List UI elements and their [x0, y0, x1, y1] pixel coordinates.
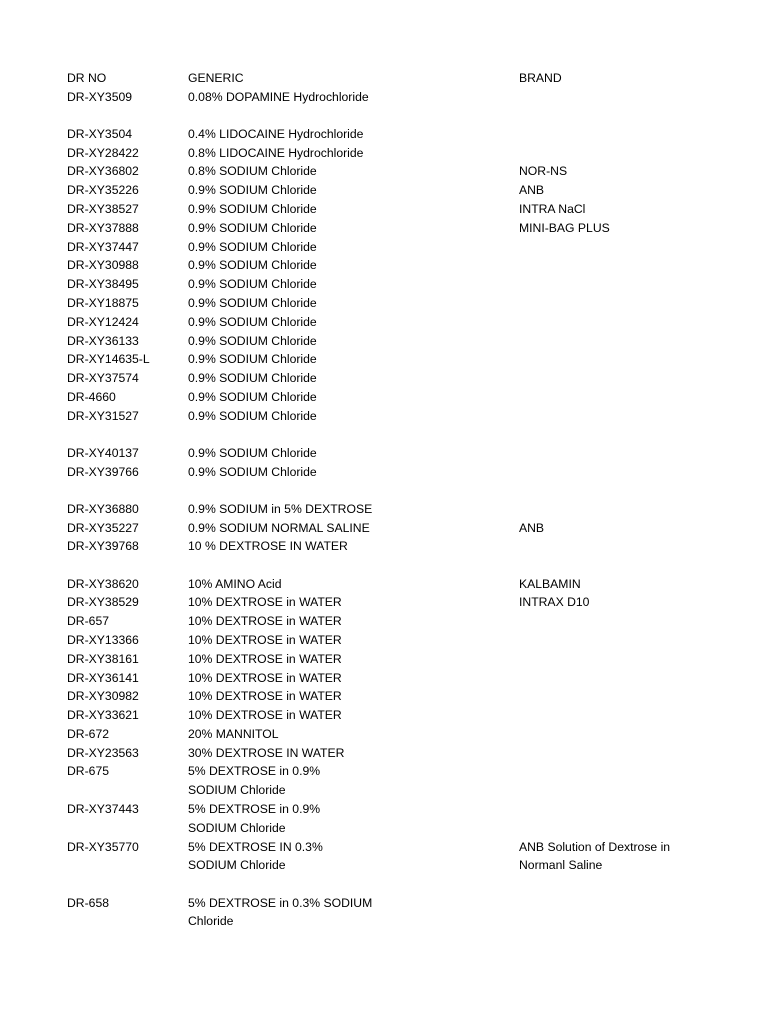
dr-no-cell: DR-XY36880	[67, 501, 139, 516]
dr-no-cell: DR-XY23563	[67, 745, 139, 760]
dr-no-cell: DR-XY18875	[67, 296, 139, 311]
generic-cell: 10% DEXTROSE in WATER	[188, 651, 342, 666]
table-row	[0, 575, 768, 594]
dr-no-cell: DR-XY37443	[67, 802, 139, 817]
table-row	[0, 200, 768, 219]
dr-no-cell: DR-XY37888	[67, 220, 139, 235]
dr-no-cell: DR-XY36802	[67, 164, 139, 179]
dr-no-cell: DR-675	[67, 764, 109, 779]
blank-row	[0, 482, 768, 500]
document-table	[0, 69, 768, 931]
dr-no-cell: DR-XY38495	[67, 277, 139, 292]
table-row	[0, 725, 768, 744]
dr-no-cell: DR-XY28422	[67, 145, 139, 160]
table-row	[0, 125, 768, 144]
brand-cell: ANB Solution of Dextrose in	[519, 839, 671, 854]
table-row	[0, 313, 768, 332]
generic-cell: 0.9% SODIUM NORMAL SALINE	[188, 520, 370, 535]
dr-no-cell: DR-XY14635-L	[67, 352, 150, 367]
generic-cell: 10% DEXTROSE in WATER	[188, 708, 342, 723]
blank-row	[0, 875, 768, 893]
brand-cell: KALBAMIN	[519, 576, 581, 591]
generic-cell: 10% DEXTROSE in WATER	[188, 595, 342, 610]
brand-cell: NOR-NS	[519, 164, 568, 179]
table-row	[0, 219, 768, 238]
table-row	[0, 762, 768, 781]
dr-no-cell: DR-XY33621	[67, 708, 139, 723]
table-row	[0, 88, 768, 107]
dr-no-cell: DR-XY31527	[67, 408, 139, 423]
brand-cell: MINI-BAG PLUS	[519, 220, 610, 235]
generic-cell: 0.9% SODIUM Chloride	[188, 220, 317, 235]
table-row	[0, 294, 768, 313]
dr-no-cell: DR-XY39766	[67, 464, 139, 479]
generic-cell: 0.9% SODIUM Chloride	[188, 239, 317, 254]
generic-cell: 10% DEXTROSE in WATER	[188, 670, 342, 685]
dr-no-cell: DR-XY30988	[67, 258, 139, 273]
generic-cell: 0.9% SODIUM Chloride	[188, 183, 317, 198]
table-row	[0, 631, 768, 650]
generic-cell: 5% DEXTROSE IN 0.3%	[188, 839, 323, 854]
generic-cell: 10% DEXTROSE in WATER	[188, 614, 342, 629]
table-row	[0, 669, 768, 688]
table-row	[0, 687, 768, 706]
table-row	[0, 350, 768, 369]
dr-no-cell: DR-XY35770	[67, 839, 139, 854]
generic-cell: 0.9% SODIUM Chloride	[188, 296, 317, 311]
table-row	[0, 144, 768, 163]
brand-cell: INTRA NaCl	[519, 202, 586, 217]
dr-no-cell: DR-4660	[67, 390, 116, 405]
dr-no-cell: DR-658	[67, 895, 109, 910]
table-row	[0, 407, 768, 426]
table-row	[0, 593, 768, 612]
generic-cell: 5% DEXTROSE in 0.3% SODIUM	[188, 895, 373, 910]
table-row	[0, 444, 768, 463]
dr-no-cell: DR-XY38161	[67, 651, 139, 666]
generic-cell: SODIUM Chloride	[188, 820, 286, 835]
dr-no-cell: DR-XY38620	[67, 576, 139, 591]
header-dr-no: DR NO	[67, 71, 107, 85]
table-row	[0, 256, 768, 275]
blank-row	[0, 556, 768, 574]
table-row	[0, 332, 768, 351]
generic-cell: 5% DEXTROSE in 0.9%	[188, 764, 321, 779]
dr-no-cell: DR-XY36141	[67, 670, 139, 685]
dr-no-cell: DR-XY37447	[67, 239, 139, 254]
table-row	[0, 650, 768, 669]
dr-no-cell: DR-XY35227	[67, 520, 139, 535]
table-body	[0, 88, 768, 931]
generic-cell: 5% DEXTROSE in 0.9%	[188, 802, 321, 817]
table-row	[0, 856, 768, 875]
dr-no-cell: DR-XY39768	[67, 539, 139, 554]
dr-no-cell: DR-XY37574	[67, 371, 139, 386]
blank-row	[0, 107, 768, 125]
dr-no-cell: DR-XY38529	[67, 595, 139, 610]
table-row	[0, 800, 768, 819]
generic-cell: 0.9% SODIUM Chloride	[188, 464, 317, 479]
dr-no-cell: DR-XY35226	[67, 183, 139, 198]
table-row	[0, 463, 768, 482]
table-row	[0, 519, 768, 538]
dr-no-cell: DR-672	[67, 726, 109, 741]
table-row	[0, 838, 768, 857]
table-row	[0, 819, 768, 838]
dr-no-cell: DR-XY40137	[67, 445, 139, 460]
generic-cell: 10 % DEXTROSE IN WATER	[188, 539, 348, 554]
dr-no-cell: DR-657	[67, 614, 109, 629]
table-row	[0, 781, 768, 800]
table-row	[0, 912, 768, 931]
table-row	[0, 369, 768, 388]
dr-no-cell: DR-XY30982	[67, 689, 139, 704]
table-row	[0, 181, 768, 200]
dr-no-cell: DR-XY38527	[67, 202, 139, 217]
brand-cell: ANB	[519, 520, 545, 535]
table-row	[0, 162, 768, 181]
generic-cell: 0.9% SODIUM Chloride	[188, 352, 317, 367]
dr-no-cell: DR-XY12424	[67, 314, 139, 329]
generic-cell: 0.08% DOPAMINE Hydrochloride	[188, 89, 369, 104]
dr-no-cell: DR-XY13366	[67, 632, 139, 647]
header-generic: GENERIC	[188, 71, 244, 85]
generic-cell: 10% DEXTROSE in WATER	[188, 632, 342, 647]
generic-cell: 0.9% SODIUM Chloride	[188, 408, 317, 423]
table-row	[0, 500, 768, 519]
brand-cell: ANB	[519, 183, 545, 198]
generic-cell: 0.9% SODIUM Chloride	[188, 445, 317, 460]
table-row	[0, 388, 768, 407]
generic-cell: 0.8% LIDOCAINE Hydrochloride	[188, 145, 364, 160]
table-row	[0, 238, 768, 257]
generic-cell: SODIUM Chloride	[188, 858, 286, 873]
table-row	[0, 744, 768, 763]
table-row	[0, 537, 768, 556]
table-row	[0, 275, 768, 294]
generic-cell: 10% DEXTROSE in WATER	[188, 689, 342, 704]
generic-cell: 30% DEXTROSE IN WATER	[188, 745, 345, 760]
generic-cell: SODIUM Chloride	[188, 783, 286, 798]
blank-row	[0, 426, 768, 444]
generic-cell: 0.9% SODIUM Chloride	[188, 202, 317, 217]
generic-cell: 0.8% SODIUM Chloride	[188, 164, 317, 179]
generic-cell: 20% MANNITOL	[188, 726, 279, 741]
generic-cell: 0.4% LIDOCAINE Hydrochloride	[188, 126, 364, 141]
generic-cell: 0.9% SODIUM Chloride	[188, 371, 317, 386]
dr-no-cell: DR-XY3509	[67, 89, 133, 104]
generic-cell: Chloride	[188, 914, 234, 929]
generic-cell: 0.9% SODIUM Chloride	[188, 390, 317, 405]
header-brand: BRAND	[519, 71, 562, 85]
header-row	[0, 69, 768, 88]
generic-cell: 0.9% SODIUM Chloride	[188, 333, 317, 348]
generic-cell: 0.9% SODIUM Chloride	[188, 314, 317, 329]
table-row	[0, 706, 768, 725]
table-row	[0, 894, 768, 913]
dr-no-cell: DR-XY3504	[67, 126, 133, 141]
dr-no-cell: DR-XY36133	[67, 333, 139, 348]
generic-cell: 0.9% SODIUM Chloride	[188, 277, 317, 292]
generic-cell: 10% AMINO Acid	[188, 576, 282, 591]
generic-cell: 0.9% SODIUM in 5% DEXTROSE	[188, 501, 373, 516]
brand-cell: INTRAX D10	[519, 595, 590, 610]
table-row	[0, 612, 768, 631]
generic-cell: 0.9% SODIUM Chloride	[188, 258, 317, 273]
brand-cell: Normanl Saline	[519, 858, 603, 873]
